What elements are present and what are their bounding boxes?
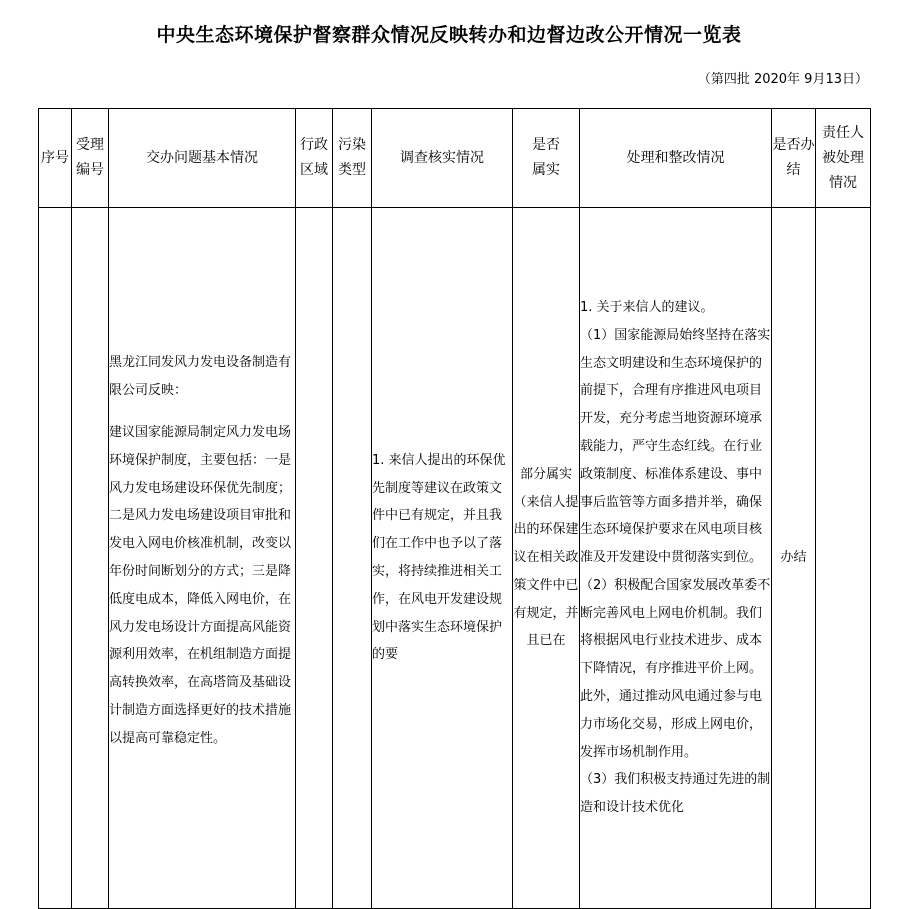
basic-reporter: 黑龙江同发风力发电设备制造有限公司反映：: [109, 355, 292, 399]
page-title: 中央生态环境保护督察群众情况反映转办和边督边改公开情况一览表: [156, 24, 742, 46]
handle-continued: （3）我们积极支持通过先进的制造和设计技术优化: [580, 772, 771, 816]
header-belong: 是否属实: [513, 109, 580, 208]
header-handle: 处理和整改情况: [580, 109, 772, 208]
header-pollution: 污染类型: [333, 109, 372, 208]
cell-basic: [109, 208, 296, 909]
cell-pollution: [333, 208, 372, 909]
header-basic: 交办问题基本情况: [109, 109, 296, 208]
header-region: 行政区域: [296, 109, 333, 208]
batch-date: （第四批 2020年 9月13日）: [697, 72, 868, 87]
cell-seq: [39, 208, 72, 909]
header-seq: 序号: [39, 109, 72, 208]
cell-done: 办结: [772, 208, 816, 909]
table-row: [39, 208, 871, 909]
cell-receipt: [72, 208, 109, 909]
cell-responsible: [816, 208, 871, 909]
cell-belong: 部分属实（来信人提出的环保建议在相关政策文件中已有规定，并且已在: [513, 208, 580, 909]
header-responsible: 责任人被处理情况: [816, 109, 871, 208]
header-verify: 调查核实情况: [372, 109, 513, 208]
disclosure-table: [38, 108, 871, 909]
table-header-row: [39, 109, 871, 208]
cell-verify: 1. 来信人提出的环保优先制度等建议在政策文件中已有规定，并且我们在工作中也予以了落实，将持续推进相关工作，在风电开发建设规划中落实生态环境保护的要: [372, 208, 513, 909]
header-done: 是否办结: [772, 109, 816, 208]
handle-body: （1）国家能源局始终坚持在落实生态文明建设和生态环境保护的前提下，合理有序推进风电项目开发，充分考虑当地资源环境承载能力，严守生态红线。在行业政策制度、标准体系建设、事中事后监管等方面多措并举，确保生态环境保护要求在风电项目核准及开发建设中贯彻落实到位。（2）积极配合国家发展改革委不断完善风电上网电价机制。我们将根据风电行业技术进步、成本下降情况，有序推进平价上网。此外，通过推动风电通过参与电力市场化交易，形成上网电价，发挥市场机制作用。: [580, 327, 771, 760]
header-receipt: 受理编号: [72, 109, 109, 208]
cell-handle: [580, 208, 772, 909]
handle-heading: 1. 关于来信人的建议。: [580, 299, 714, 315]
cell-region: [296, 208, 333, 909]
basic-content: 建议国家能源局制定风力发电场环境保护制度，主要包括：一是风力发电场建设环保优先制度；二是风力发电场建设项目审批和发电入网电价核准机制，改变以年份时间断划分的方式；三是降低度电成本，降低入网电价，在风力发电场设计方面提高风能资源利用效率，在机组制造方面提高转换效率，在高塔筒及基础设计制造方面选择更好的技术措施以提高可靠稳定性。: [109, 425, 292, 746]
